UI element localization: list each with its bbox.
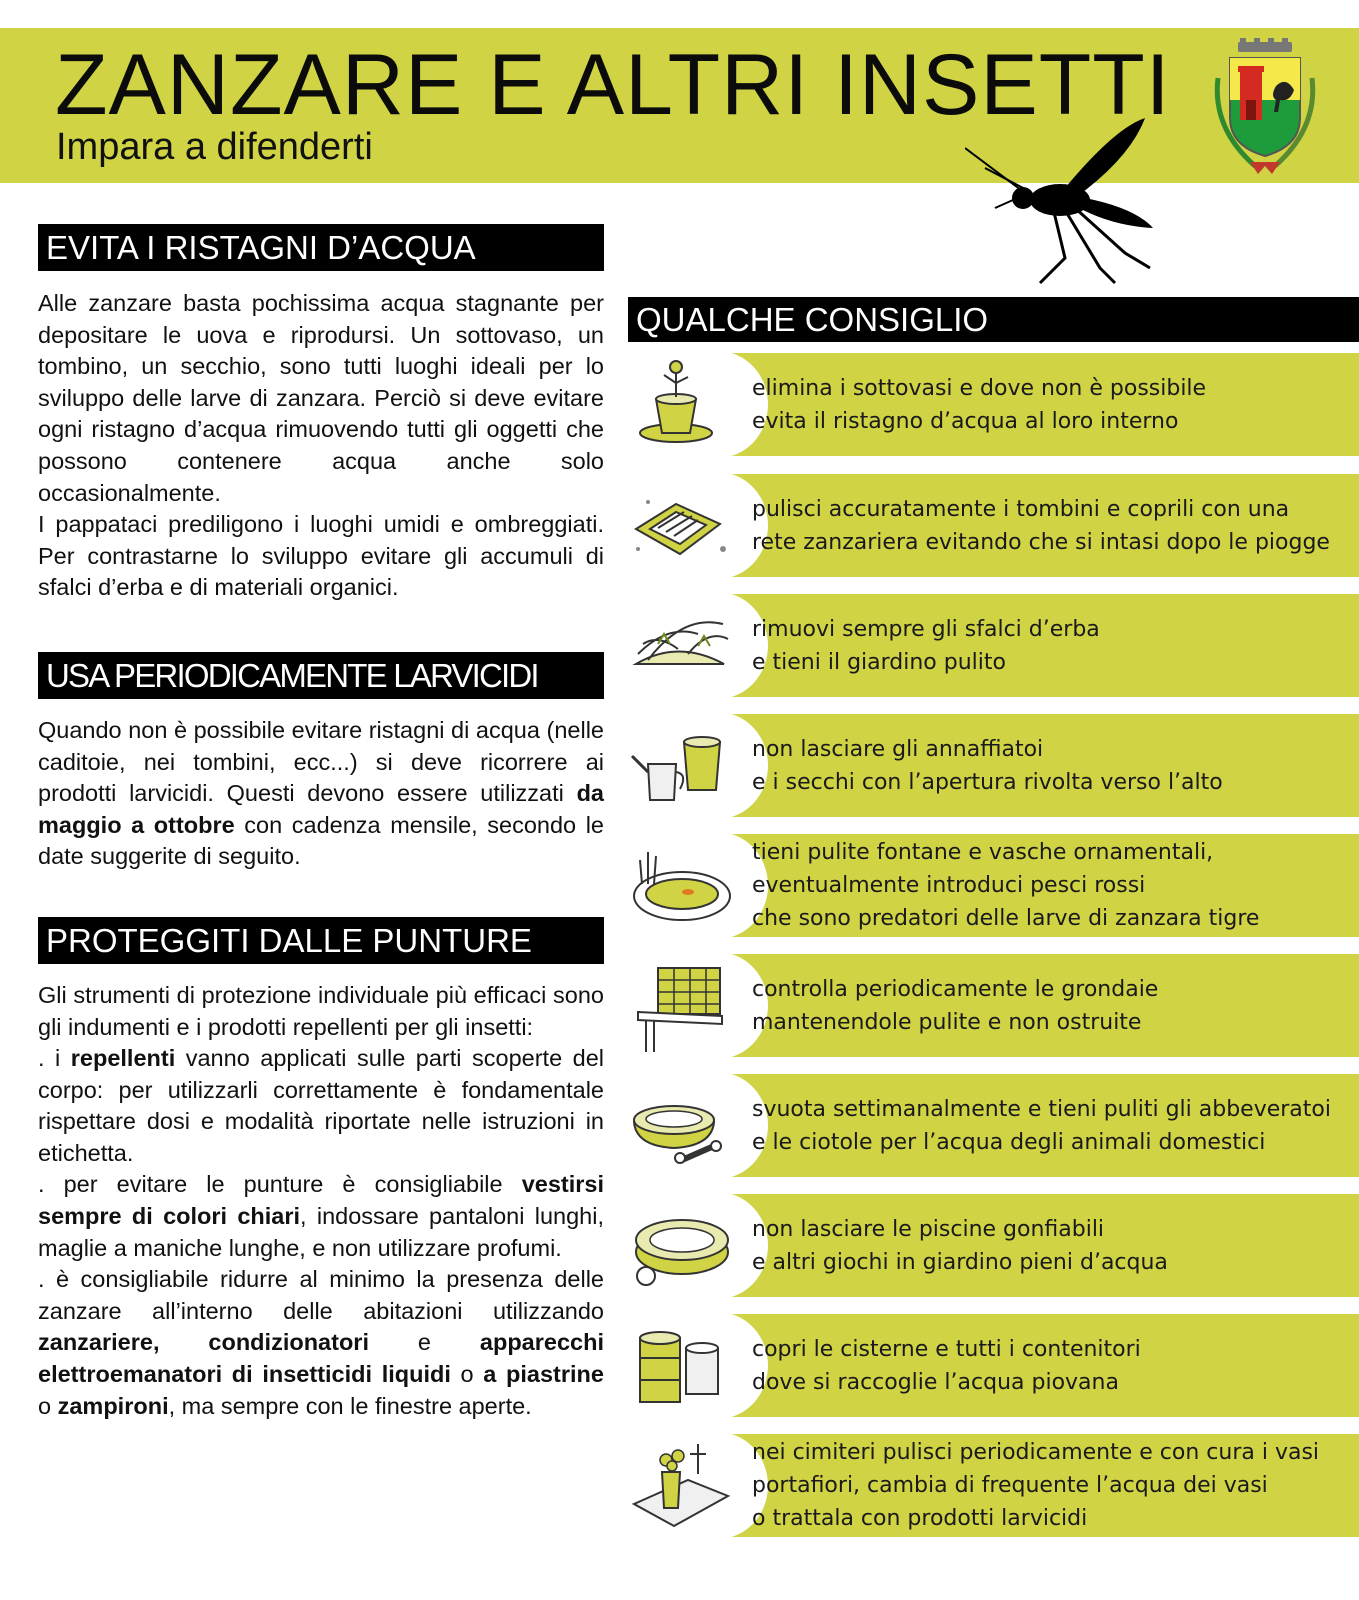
watering-can-bucket-icon: [628, 714, 738, 817]
tip-line: nei cimiteri pulisci periodicamente e con cura i vasi: [752, 1440, 1320, 1465]
tip-item: [628, 594, 1359, 697]
tip-line: e le ciotole per l’acqua degli animali domestici: [752, 1129, 1266, 1155]
flowerpot-saucer-icon: [628, 353, 738, 456]
ristagni-paragraph-1: Alle zanzare basta pochissima acqua stagnante per depositare le uova e riprodursi. Un sottovaso, un tombino, un secchio, sono tutti luoghi ideali per lo sviluppo delle larve di zanzara. Perciò si deve evitare ogni ristagno d’acqua rimuovendo tutti gli oggetti che possono contenere acqua anche solo occasionalmente.: [38, 290, 604, 506]
tip-item: [628, 1314, 1359, 1417]
tip-line: mantenendole pulite e non ostruite: [752, 1009, 1142, 1035]
tip-line: non lasciare le piscine gonfiabili: [752, 1216, 1105, 1242]
page-title: ZANZARE E ALTRI INSETTI: [55, 37, 1171, 133]
pet-bowl-bone-icon: [628, 1074, 738, 1177]
tip-line: dove si raccoglie l’acqua piovana: [752, 1369, 1119, 1395]
tip-line: evita il ristagno d’acqua al loro interno: [752, 408, 1179, 434]
tip-line: eventualmente introduci pesci rossi: [752, 873, 1146, 898]
tip-line: tieni pulite fontane e vasche ornamentali,: [752, 840, 1214, 865]
larvicidi-paragraph: Quando non è possibile evitare ristagni di acqua (nelle caditoie, nei tombini, ecc...) si deve ricorrere ai prodotti larvicidi. Questi devono essere utilizzati da maggio a ottobre con cadenza mensile, secondo le date suggerite di seguito.: [38, 716, 604, 870]
punture-item-zanzariere: . è consigliabile ridurre al minimo la presenza delle zanzare all’interno delle abitazioni utilizzando zanzariere, condizionatori e apparecchi elettroemanatori di insetticidi liquidi o a piastrine o zampironi, ma sempre con le finestre aperte.: [38, 1266, 604, 1419]
tip-item: [628, 714, 1359, 817]
section-heading-punture: PROTEGGITI DALLE PUNTURE: [38, 917, 604, 964]
tip-item: [628, 1194, 1359, 1297]
tip-line: elimina i sottovasi e dove non è possibile: [752, 375, 1207, 401]
tip-item: [628, 1434, 1359, 1537]
tip-item: [628, 353, 1359, 456]
tip-item: [628, 1074, 1359, 1177]
tips-heading: QUALCHE CONSIGLIO: [628, 297, 1359, 342]
ornamental-pond-icon: [628, 834, 738, 937]
tip-item: [628, 954, 1359, 1057]
tip-line: non lasciare gli annaffiatoi: [752, 736, 1044, 762]
tip-item: [628, 834, 1359, 937]
section-heading-larvicidi: USA PERIODICAMENTE LARVICIDI: [38, 652, 604, 699]
roof-gutter-icon: [628, 954, 738, 1057]
tip-line: rete zanzariera evitando che si intasi dopo le piogge: [752, 529, 1330, 555]
section-heading-ristagni: EVITA I RISTAGNI D’ACQUA: [38, 224, 604, 271]
ristagni-paragraph-2: I pappataci prediligono i luoghi umidi e ombreggiati. Per contrastarne lo sviluppo evitare gli accumuli di sfalci d’erba e di materiali organici.: [38, 511, 604, 601]
tip-line: o trattala con prodotti larvicidi: [752, 1506, 1088, 1531]
mosquito-icon: [965, 118, 1175, 288]
drain-grate-icon: [628, 474, 738, 577]
tip-item: [628, 474, 1359, 577]
municipal-crest-icon: [1210, 38, 1320, 178]
tip-line: pulisci accuratamente i tombini e coprili con una: [752, 496, 1290, 522]
punture-intro: Gli strumenti di protezione individuale più efficaci sono gli indumenti e i prodotti repellenti per gli insetti:: [38, 981, 604, 1040]
tip-line: e tieni il giardino pulito: [752, 649, 1006, 675]
tip-line: copri le cisterne e tutti i contenitori: [752, 1336, 1141, 1362]
punture-item-repellenti: . i repellenti vanno applicati sulle parti scoperte del corpo: per utilizzarli correttamente è fondamentale rispettare dosi e modalità riportate nelle istruzioni in etichetta.: [38, 1045, 604, 1166]
cemetery-vase-icon: [628, 1434, 738, 1537]
tip-line: rimuovi sempre gli sfalci d’erba: [752, 616, 1100, 642]
tip-line: e i secchi con l’apertura rivolta verso l’alto: [752, 769, 1223, 795]
inflatable-pool-icon: [628, 1194, 738, 1297]
tip-line: e altri giochi in giardino pieni d’acqua: [752, 1249, 1168, 1275]
barrel-container-icon: [628, 1314, 738, 1417]
punture-item-vestiti: . per evitare le punture è consigliabile vestirsi sempre di colori chiari, indossare pantaloni lunghi, maglie a maniche lunghe, e non utilizzare profumi.: [38, 1171, 604, 1261]
page-subtitle: Impara a difenderti: [56, 126, 373, 168]
tip-line: che sono predatori delle larve di zanzara tigre: [752, 906, 1260, 931]
grass-clippings-icon: [628, 594, 738, 697]
tip-line: svuota settimanalmente e tieni puliti gli abbeveratoi: [752, 1096, 1331, 1122]
tip-line: controlla periodicamente le grondaie: [752, 976, 1159, 1002]
left-column: [38, 224, 604, 1422]
tip-line: portafiori, cambia di frequente l’acqua dei vasi: [752, 1473, 1268, 1498]
